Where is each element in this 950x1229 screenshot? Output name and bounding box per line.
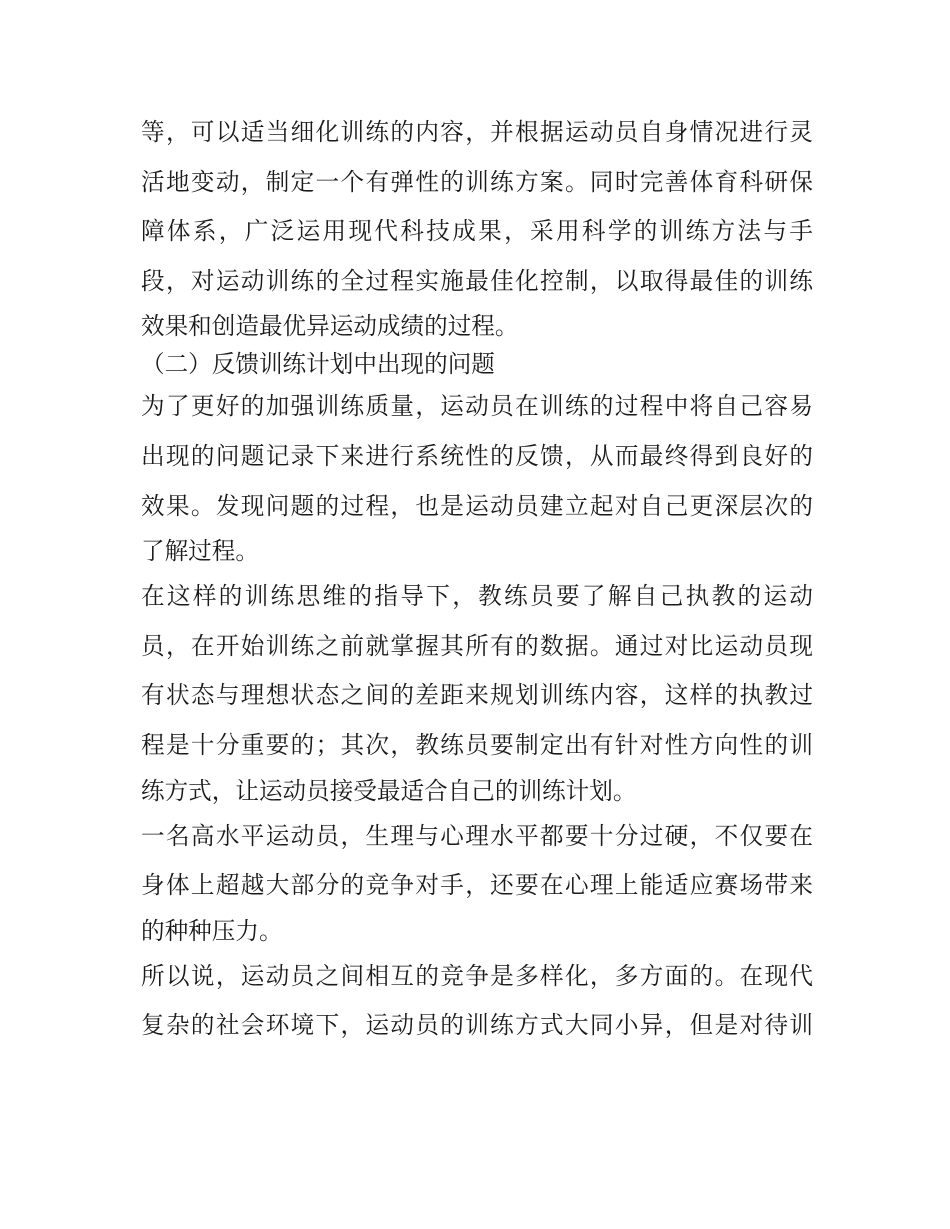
text-line: 障体系，广泛运用现代科技成果，采用科学的训练方法与手 <box>141 217 813 246</box>
text-line: 效果和创造最优异运动成绩的过程。 <box>141 312 519 341</box>
text-line: 等，可以适当细化训练的内容，并根据运动员自身情况进行灵 <box>141 118 813 146</box>
text-line: 复杂的社会环境下，运动员的训练方式大同小异，但是对待训 <box>141 1011 813 1040</box>
body-text <box>141 108 813 1051</box>
section-heading <box>141 347 813 382</box>
text-line: 在这样的训练思维的指导下，教练员要了解自己执教的运动 <box>141 582 813 611</box>
paragraph-continuation <box>141 108 813 347</box>
text-line: 员，在开始训练之前就掌握其所有的数据。通过对比运动员现 <box>141 631 813 660</box>
paragraph <box>141 382 813 572</box>
text-line: 一名高水平运动员，生理与心理水平都要十分过硬，不仅要在 <box>141 821 813 850</box>
text-line: 程是十分重要的；其次，教练员要制定出有针对性方向性的训 <box>141 730 813 759</box>
text-line: 有状态与理想状态之间的差距来规划训练内容，这样的执教过 <box>141 681 813 710</box>
text-line: 活地变动，制定一个有弹性的训练方案。同时完善体育科研保 <box>141 167 813 196</box>
text-line: 的种种压力。 <box>141 916 283 945</box>
text-line: 练方式，让运动员接受最适合自己的训练计划。 <box>141 776 637 805</box>
heading-text: （二）反馈训练计划中出现的问题 <box>141 350 495 379</box>
paragraph <box>141 812 813 952</box>
paragraph <box>141 572 813 811</box>
text-line: 身体上超越大部分的竞争对手，还要在心理上能适应赛场带来 <box>141 871 813 900</box>
text-line: 所以说，运动员之间相互的竞争是多样化，多方面的。在现代 <box>141 961 813 990</box>
text-line: 段，对运动训练的全过程实施最佳化控制，以取得最佳的训练 <box>141 266 813 295</box>
text-line: 出现的问题记录下来进行系统性的反馈，从而最终得到良好的 <box>141 441 813 470</box>
text-line: 为了更好的加强训练质量，运动员在训练的过程中将自己容易 <box>141 392 813 421</box>
text-line: 效果。发现问题的过程，也是运动员建立起对自己更深层次的 <box>141 491 813 520</box>
paragraph <box>141 952 813 1051</box>
text-line: 了解过程。 <box>141 537 259 566</box>
